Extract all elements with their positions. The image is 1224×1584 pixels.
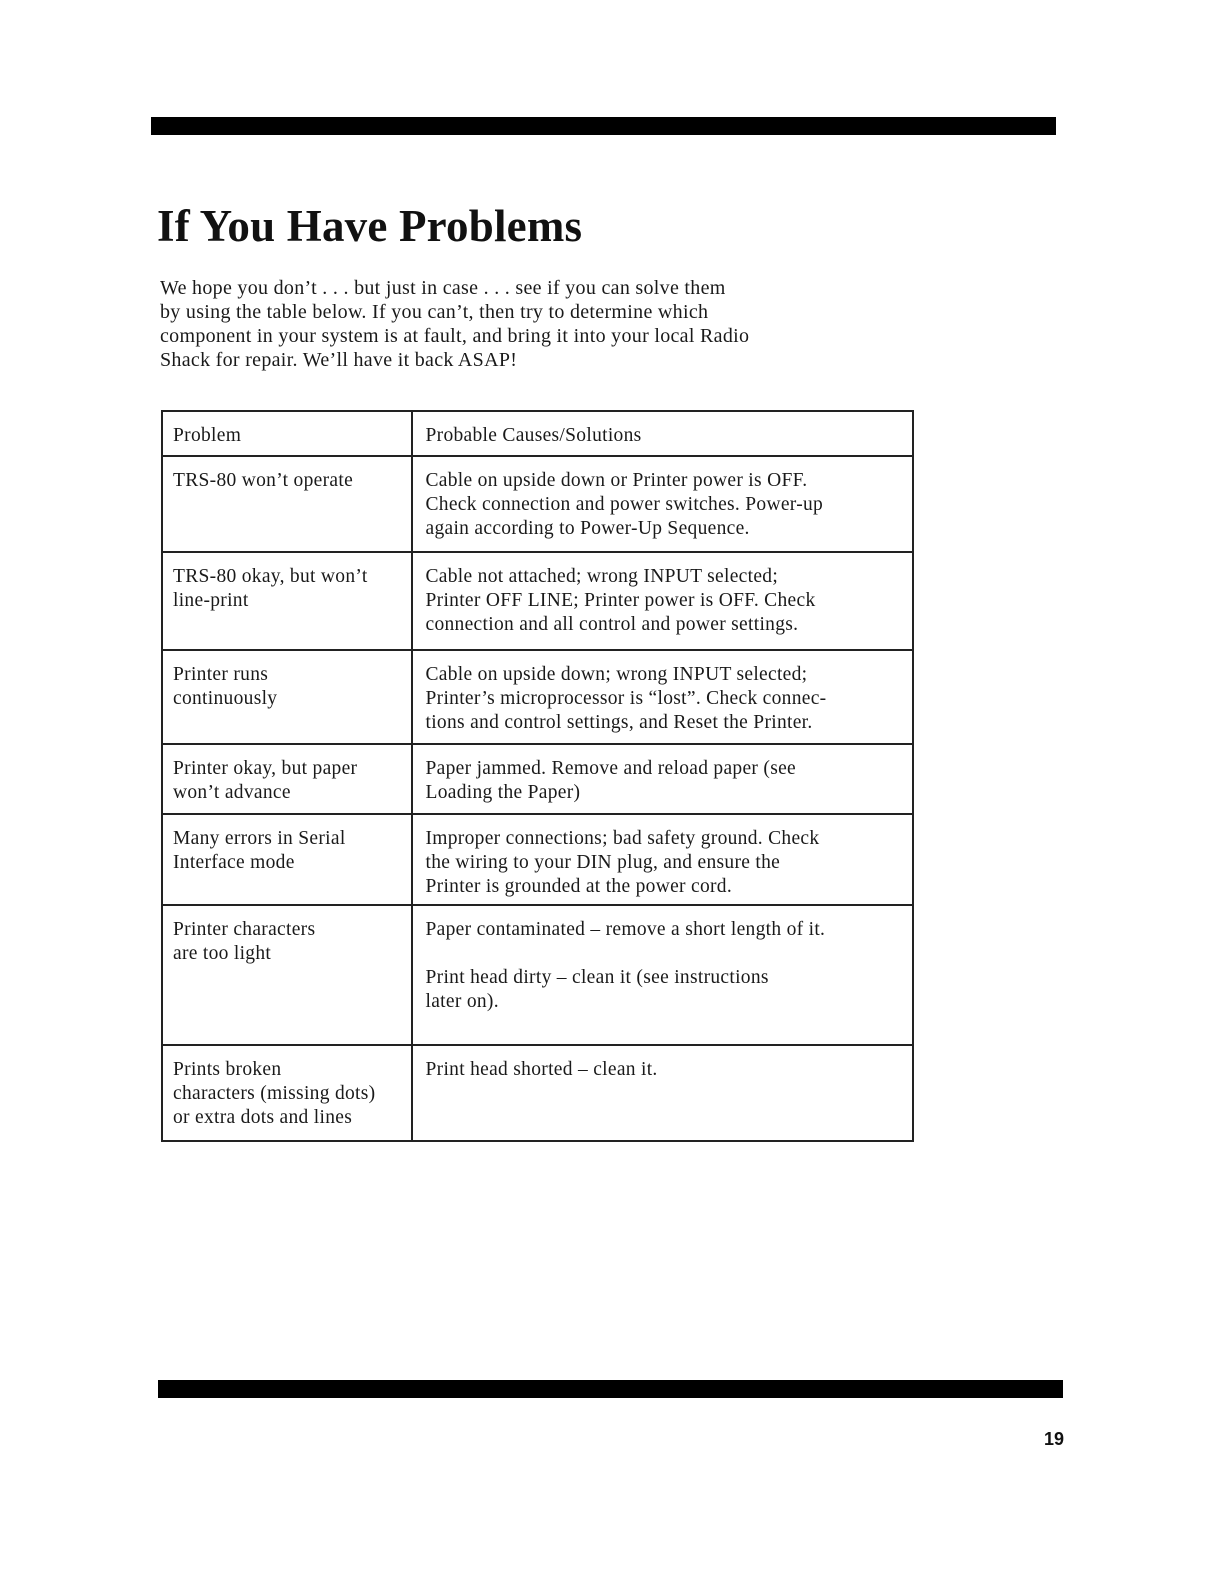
solution-cell: Cable on upside down; wrong INPUT selected; Printer’s microprocessor is “lost”. Check connec- tions and control settings, and Reset the Printer. <box>412 650 914 744</box>
solution-cell: Paper contaminated – remove a short length of it. Print head dirty – clean it (see instructions later on). <box>412 905 914 1045</box>
solution-cell: Print head shorted – clean it. <box>412 1045 914 1141</box>
table-row <box>162 456 913 552</box>
problem-cell: TRS-80 okay, but won’t line-print <box>162 552 412 650</box>
table-header-row <box>162 411 913 456</box>
solution-cell: Cable not attached; wrong INPUT selected; Printer OFF LINE; Printer power is OFF. Check connection and all control and power settings. <box>412 552 914 650</box>
page-number: 19 <box>1043 1429 1064 1449</box>
problem-cell: Many errors in Serial Interface mode <box>162 814 412 905</box>
problem-cell: TRS-80 won’t operate <box>162 456 412 552</box>
page-title: If You Have Problems <box>157 201 583 251</box>
header-problem: Problem <box>162 411 412 456</box>
table-row <box>162 1045 913 1141</box>
bottom-rule <box>158 1380 1063 1398</box>
table-row <box>162 905 913 1045</box>
problem-cell: Printer runs continuously <box>162 650 412 744</box>
problem-cell: Printer okay, but paper won’t advance <box>162 744 412 814</box>
intro-line: Shack for repair. We’ll have it back ASAP! <box>160 349 518 371</box>
table-row <box>162 650 913 744</box>
intro-line: We hope you don’t . . . but just in case . . . see if you can solve them <box>160 277 726 299</box>
troubleshooting-table <box>161 410 914 1142</box>
solution-cell: Paper jammed. Remove and reload paper (see Loading the Paper) <box>412 744 914 814</box>
solution-cell: Cable on upside down or Printer power is OFF. Check connection and power switches. Power-up again according to Power-Up Sequence. <box>412 456 914 552</box>
table-row <box>162 552 913 650</box>
problem-cell: Printer characters are too light <box>162 905 412 1045</box>
problem-cell: Prints broken characters (missing dots) or extra dots and lines <box>162 1045 412 1141</box>
intro-line: by using the table below. If you can’t, then try to determine which <box>160 301 709 323</box>
top-rule <box>151 117 1056 135</box>
header-solutions: Probable Causes/Solutions <box>412 411 914 456</box>
solution-cell: Improper connections; bad safety ground. Check the wiring to your DIN plug, and ensure the Printer is grounded at the power cord. <box>412 814 914 905</box>
table-row <box>162 814 913 905</box>
table-row <box>162 744 913 814</box>
intro-line: component in your system is at fault, and bring it into your local Radio <box>160 325 750 347</box>
intro-paragraph <box>160 276 880 372</box>
